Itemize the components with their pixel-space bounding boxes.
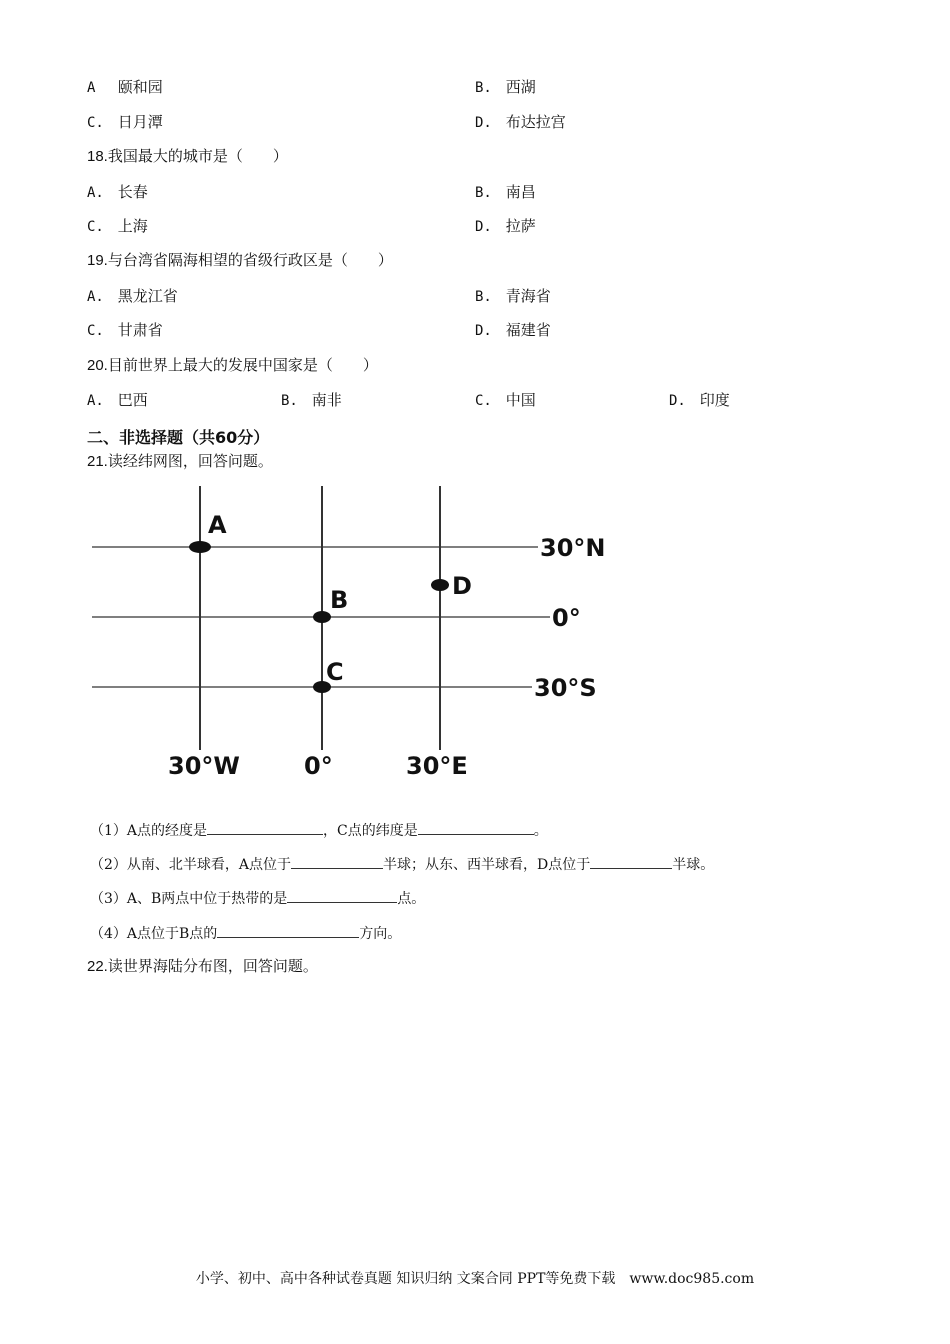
- q17-option-b: [475, 77, 536, 98]
- question-text: 读经纬网图，回答问题。: [107, 452, 273, 470]
- option-letter: D.: [475, 219, 492, 235]
- option-text: 长春: [117, 183, 148, 201]
- q18-option-c: [87, 216, 148, 237]
- point-label-d: D: [452, 572, 472, 600]
- option-text: 青海省: [505, 287, 551, 305]
- option-text: 布达拉宫: [505, 113, 566, 131]
- lat-lon-grid-figure: [90, 482, 650, 782]
- option-letter: B.: [475, 80, 492, 96]
- option-text: 印度: [699, 391, 730, 409]
- q17-option-a: [87, 77, 163, 98]
- question-text: 读世界海陆分布图，回答问题。: [107, 957, 318, 975]
- grid-labels: [168, 511, 605, 780]
- question-number: 21.: [87, 453, 108, 470]
- q21-stem: [87, 451, 273, 472]
- q20-option-d: [669, 390, 730, 411]
- sub4-text-b: 方向。: [359, 926, 402, 942]
- option-letter: B.: [475, 185, 492, 201]
- option-letter: A.: [87, 185, 104, 201]
- q20-option-c: [475, 390, 536, 411]
- option-letter: C.: [87, 323, 104, 339]
- answer-blank[interactable]: [287, 886, 397, 903]
- page-footer: 小学、初中、高中各种试卷真题 知识归纳 文案合同 PPT等免费下载 www.doc985.com: [195, 1271, 755, 1287]
- answer-blank[interactable]: [291, 852, 383, 869]
- option-text: 拉萨: [505, 217, 536, 235]
- option-text: 日月潭: [117, 113, 163, 131]
- option-text: 甘肃省: [117, 321, 163, 339]
- question-number: 18.: [87, 148, 108, 165]
- option-letter: D.: [475, 115, 492, 131]
- option-letter: C.: [87, 219, 104, 235]
- q20-stem: [87, 355, 378, 376]
- option-letter: A.: [87, 289, 104, 305]
- q19-option-d: [475, 320, 551, 341]
- answer-blank[interactable]: [418, 818, 534, 835]
- answer-blank[interactable]: [217, 921, 359, 938]
- question-number: 20.: [87, 357, 108, 374]
- answer-blank[interactable]: [207, 818, 323, 835]
- option-letter: B.: [281, 393, 298, 409]
- lat-label-30s: 30°S: [534, 674, 597, 702]
- option-text: 福建省: [505, 321, 551, 339]
- option-letter: D.: [669, 393, 686, 409]
- option-text: 黑龙江省: [117, 287, 178, 305]
- sub1-text-a: （1）A点的经度是: [90, 823, 208, 839]
- answer-blank[interactable]: [590, 852, 672, 869]
- sub1-text-b: ，C点的纬度是: [323, 823, 418, 839]
- q21-sub4: [90, 921, 401, 944]
- q19-option-c: [87, 320, 163, 341]
- lat-label-equator: 0°: [552, 604, 581, 632]
- point-label-c: C: [326, 658, 344, 686]
- q17-option-d: [475, 112, 566, 133]
- option-letter: B.: [475, 289, 492, 305]
- section-heading: 二、非选择题（共60分）: [87, 428, 270, 447]
- question-number: 22.: [87, 958, 108, 975]
- lat-label-30n: 30°N: [540, 534, 606, 562]
- q21-sub2: [90, 852, 714, 875]
- option-text: 上海: [117, 217, 148, 235]
- sub3-text-a: （3）A、B两点中位于热带的是: [90, 891, 288, 907]
- sub3-text-b: 点。: [397, 891, 426, 907]
- question-number: 19.: [87, 252, 108, 269]
- option-text: 巴西: [117, 391, 148, 409]
- question-text: 目前世界上最大的发展中国家是（ ）: [107, 356, 378, 374]
- point-label-b: B: [330, 586, 349, 614]
- question-text: 与台湾省隔海相望的省级行政区是（ ）: [107, 251, 393, 269]
- sub2-text-b: 半球；从东、西半球看，D点位于: [383, 857, 591, 873]
- point-a-marker: [189, 541, 211, 553]
- point-label-a: A: [208, 511, 227, 539]
- sub4-text-a: （4）A点位于B点的: [90, 926, 218, 942]
- lon-label-30e: 30°E: [406, 752, 468, 780]
- q19-option-b: [475, 286, 551, 307]
- q18-option-b: [475, 182, 536, 203]
- option-letter: A: [87, 80, 96, 96]
- sub1-text-c: 。: [533, 823, 548, 839]
- lon-label-0: 0°: [304, 752, 333, 780]
- q18-option-a: [87, 182, 148, 203]
- option-text: 西湖: [505, 78, 536, 96]
- option-letter: C.: [475, 393, 492, 409]
- sub2-text-a: （2）从南、北半球看，A点位于: [90, 857, 292, 873]
- point-d-marker: [431, 579, 449, 591]
- point-b-marker: [313, 611, 331, 623]
- lon-label-30w: 30°W: [168, 752, 240, 780]
- q17-option-c: [87, 112, 163, 133]
- q20-option-a: [87, 390, 148, 411]
- option-text: 颐和园: [117, 78, 163, 96]
- sub2-text-c: 半球。: [672, 857, 715, 873]
- q22-stem: [87, 956, 318, 977]
- option-letter: C.: [87, 115, 104, 131]
- q18-option-d: [475, 216, 536, 237]
- q18-stem: [87, 146, 288, 167]
- option-letter: A.: [87, 393, 104, 409]
- q21-sub3: [90, 886, 425, 909]
- option-text: 南非: [311, 391, 342, 409]
- option-text: 中国: [505, 391, 536, 409]
- option-letter: D.: [475, 323, 492, 339]
- q21-sub1: [90, 818, 548, 841]
- question-text: 我国最大的城市是（ ）: [107, 147, 288, 165]
- q19-stem: [87, 250, 393, 271]
- q19-option-a: [87, 286, 178, 307]
- option-text: 南昌: [505, 183, 536, 201]
- q20-option-b: [281, 390, 342, 411]
